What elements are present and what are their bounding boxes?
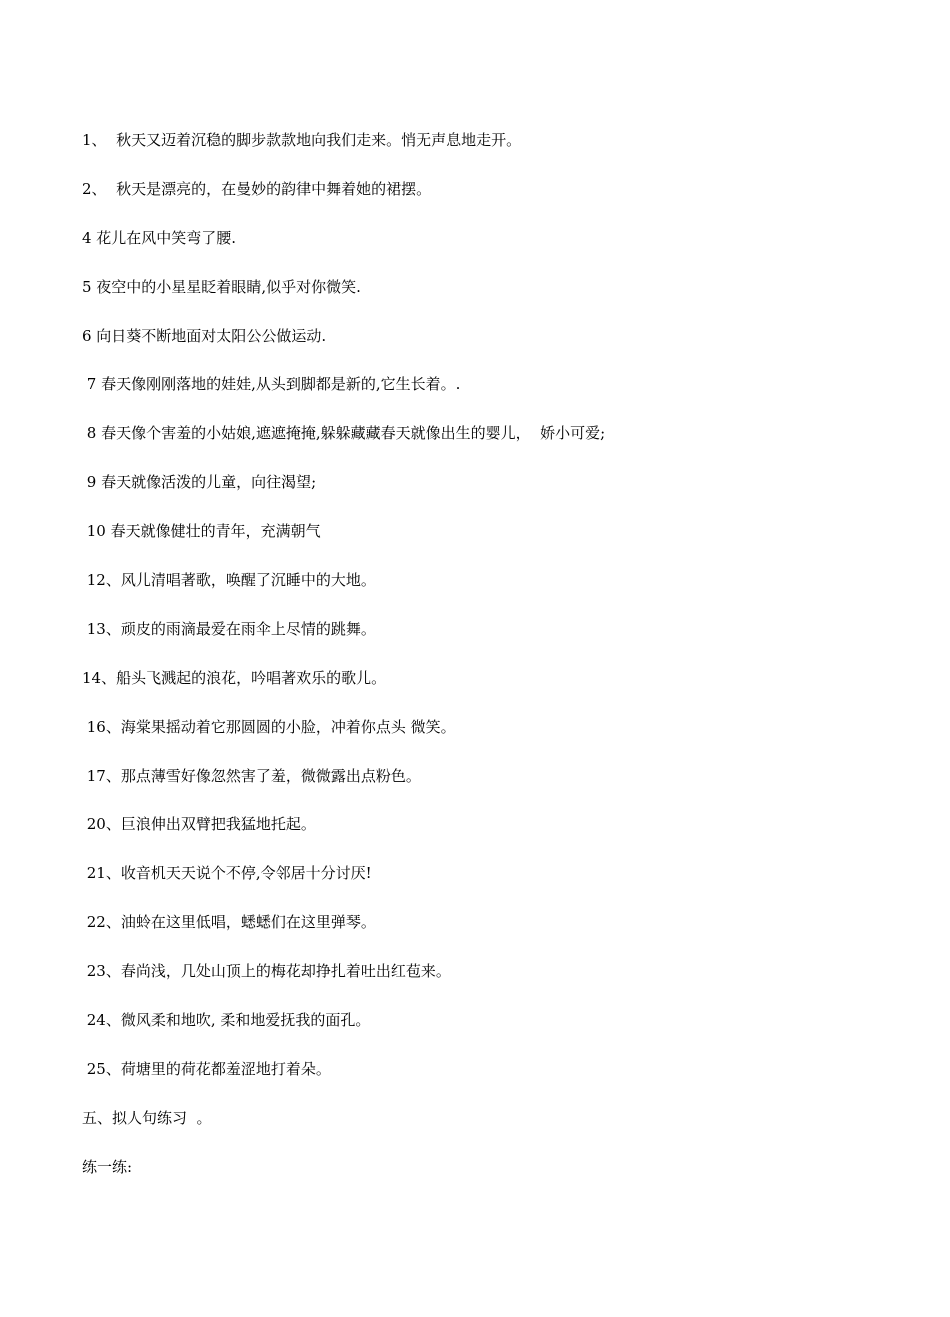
text-line-18: 23、春尚浅，几处山顶上的梅花却挣扎着吐出红苞来。 [82, 962, 451, 981]
text-line-8: 9 春天就像活泼的儿童，向往渴望; [82, 473, 317, 492]
text-line-3: 4 花儿在风中笑弯了腰. [82, 228, 237, 247]
text-line-6: 7 春天像刚刚落地的娃娃,从头到脚都是新的,它生长着。. [82, 375, 461, 394]
text-line-9: 10 春天就像健壮的青年，充满朝气 [82, 522, 321, 541]
text-line-11: 13、顽皮的雨滴最爱在雨伞上尽情的跳舞。 [82, 619, 376, 638]
text-line-5: 6 向日葵不断地面对太阳公公做运动. [82, 326, 327, 345]
text-line-7: 8 春天像个害羞的小姑娘,遮遮掩掩,躲躲藏藏春天就像出生的婴儿， 娇小可爱; [82, 424, 606, 443]
section-heading: 五、拟人句练习 。 [82, 1108, 212, 1127]
exercise-label: 练一练: [82, 1157, 133, 1176]
text-line-20: 25、荷塘里的荷花都羞涩地打着朵。 [82, 1059, 331, 1078]
text-line-14: 17、那点薄雪好像忽然害了羞，微微露出点粉色。 [82, 766, 421, 785]
document-body [82, 128, 882, 1204]
text-line-17: 22、油蛉在这里低唱，蟋蟋们在这里弹琴。 [82, 913, 376, 932]
text-line-1: 1、 秋天又迈着沉稳的脚步款款地向我们走来。悄无声息地走开。 [82, 131, 522, 149]
text-line-12: 14、船头飞溅起的浪花，吟唱著欢乐的歌儿。 [82, 668, 387, 687]
text-line-2: 2、 秋天是漂亮的，在曼妙的韵律中舞着她的裙摆。 [82, 179, 432, 198]
text-line-15: 20、巨浪伸出双臂把我猛地托起。 [82, 815, 316, 834]
text-line-16: 21、收音机天天说个不停,令邻居十分讨厌! [82, 864, 372, 883]
text-line-4: 5 夜空中的小星星眨着眼睛,似乎对你微笑. [82, 277, 361, 296]
text-line-19: 24、微风柔和地吹, 柔和地爱抚我的面孔。 [82, 1011, 371, 1030]
text-line-10: 12、风儿清唱著歌，唤醒了沉睡中的大地。 [82, 571, 376, 590]
text-line-13: 16、海棠果摇动着它那圆圆的小脸，冲着你点头 微笑。 [82, 717, 456, 736]
